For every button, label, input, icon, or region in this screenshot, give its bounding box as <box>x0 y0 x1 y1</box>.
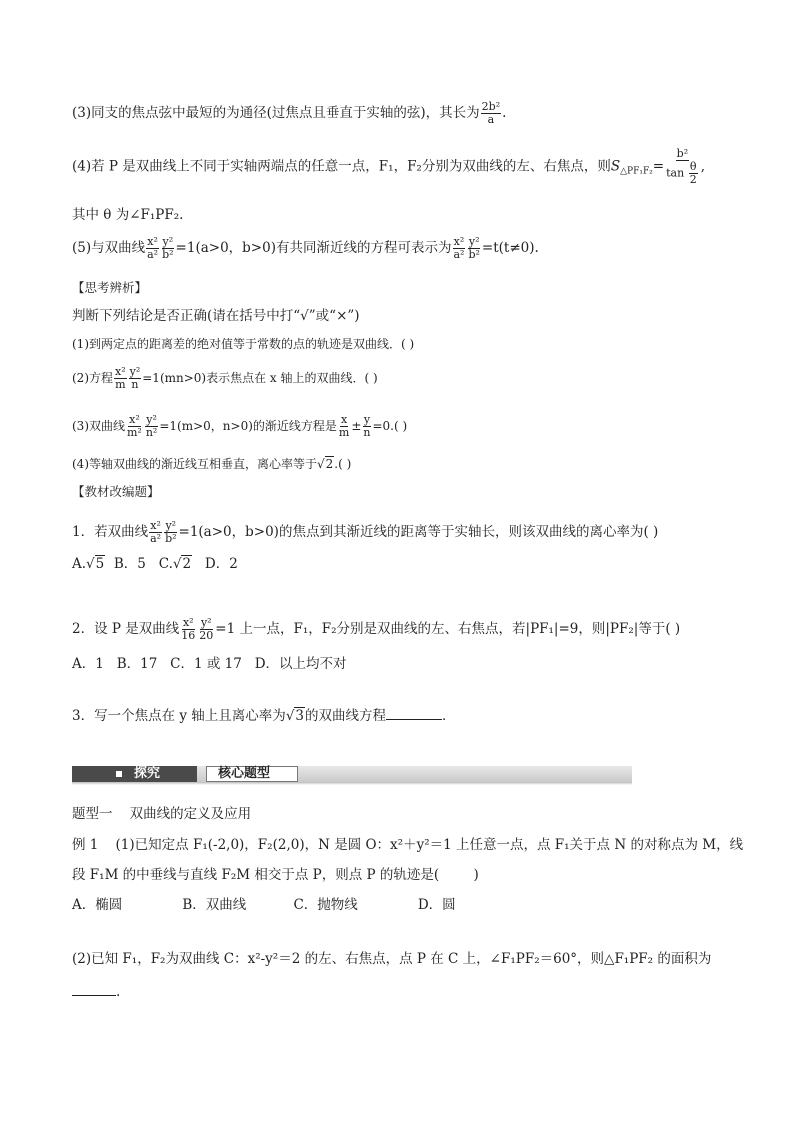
section-title-think: 【思考辨析】 <box>72 280 148 295</box>
example-1-options: A．椭圆 B．双曲线 C．抛物线 D．圆 <box>72 897 456 913</box>
property-4: (4)若 P 是双曲线上不同于实轴两端点的任意一点，F₁，F₂分别为双曲线的左、右焦点，则$S_{\triangle PF_1F_2}=$ b² tan $\frac{\theta}{2}$ , <box>72 147 705 186</box>
type1-title: 题型一 双曲线的定义及应用 <box>72 806 252 822</box>
fraction-x2-a2-e1: $\frac{\text{x²}}{\text{a²}}$ <box>150 519 162 545</box>
fraction-2b2-over-a: $\frac{\text{2b²}}{a}$ <box>481 100 501 126</box>
think-intro: 判断下列结论是否正确(请在括号中打“√”或“×”) <box>72 308 360 324</box>
example-2-line-1: (2)已知 F₁，F₂为双曲线 C：x²-y²＝2 的左、右焦点，点 P 在 C 上，∠F₁PF₂＝60°，则△F₁PF₂ 的面积为 <box>72 951 712 967</box>
sqrt-icon: √ <box>285 708 295 724</box>
fraction-x2-m2: $\frac{\text{x²}}{\text{m²}}$ <box>127 413 142 439</box>
section-banner: 探究 核心题型 <box>72 766 632 782</box>
sqrt-icon: √ <box>86 556 95 572</box>
think-q2: (2)方程 $\frac{\text{x²}}{m}$ $\frac{\text{y²}}{n}$ =1(mn>0)表示焦点在 x 轴上的双曲线．( ) <box>72 365 378 391</box>
fraction-x2-a2: $\frac{\text{x²}}{\text{a²}}$ <box>147 235 159 261</box>
fraction-x2-16: $\frac{\text{x²}}{16}$ <box>181 616 196 642</box>
fraction-y2-n2: $\frac{\text{y²}}{\text{n²}}$ <box>145 413 158 439</box>
property-4-note: 其中 θ 为∠F₁PF₂. <box>72 207 184 223</box>
fraction-x2-a2-b: $\frac{\text{x²}}{\text{a²}}$ <box>453 235 465 261</box>
exercise-2: 2．设 P 是双曲线 $\frac{\text{x²}}{16}$ $\frac{\text{y²}}{20}$ =1 上一点，F₁，F₂分别是双曲线的左、右焦点，若|PF₁|=9，则|PF₂|等于( ) <box>72 616 681 642</box>
exercise-2-options: A．1 B．17 C．1 或 17 D．以上均不对 <box>72 656 347 672</box>
fraction-y2-n: $\frac{\text{y²}}{n}$ <box>129 365 141 391</box>
answer-blank[interactable] <box>386 719 442 720</box>
think-q4: (4)等轴双曲线的渐近线互相垂直，离心率等于√2.( ) <box>72 457 352 471</box>
exercise-1: 1．若双曲线 $\frac{\text{x²}}{\text{a²}}$ $\frac{\text{y²}}{\text{b²}}$ =1(a>0，b>0)的焦点到其渐近线的距离等于实轴长，则该双曲线的离心率为( ) <box>72 519 659 545</box>
fraction-y2-b2: $\frac{\text{y²}}{\text{b²}}$ <box>162 235 174 261</box>
section-title-textbook: 【教材改编题】 <box>72 484 160 499</box>
fraction-y2-b2-e1: $\frac{\text{y²}}{\text{b²}}$ <box>165 519 177 545</box>
sqrt-icon: √ <box>172 556 182 572</box>
property-3: (3)同支的焦点弦中最短的为通径(过焦点且垂直于实轴的弦)，其长为 $\frac{\text{2b²}}{a}$ . <box>72 100 507 126</box>
sqrt-icon: √ <box>317 457 325 471</box>
square-bullet-icon <box>116 771 122 777</box>
fraction-y2-b2-b: $\frac{\text{y²}}{\text{b²}}$ <box>468 235 480 261</box>
example-1-line-2: 段 F₁M 的中垂线与直线 F₂M 相交于点 P，则点 P 的轨迹是( ) <box>72 867 479 883</box>
fraction-y-n: $\frac{y}{n}$ <box>363 413 371 439</box>
fraction-x2-m: $\frac{\text{x²}}{m}$ <box>115 365 126 391</box>
fraction-area-formula: b² tan $\frac{\theta}{2}$ <box>666 147 697 186</box>
fraction-y2-20: $\frac{\text{y²}}{20}$ <box>199 616 214 642</box>
example-1-line-1: 例 1 (1)已知定点 F₁(-2,0)，F₂(2,0)，N 是圆 O：x²＋y²＝1 上任意一点，点 F₁关于点 N 的对称点为 M，线 <box>72 837 744 853</box>
think-q1: (1)到两定点的距离差的绝对值等于常数的点的轨迹是双曲线．( ) <box>72 337 415 351</box>
fraction-x-m: $\frac{x}{m}$ <box>338 413 350 439</box>
example-2-line-2: . <box>72 983 120 1001</box>
fraction-theta-over-2: $\frac{\theta}{2}$ <box>689 160 697 186</box>
answer-blank-2[interactable] <box>72 995 116 996</box>
think-q3: (3)双曲线 $\frac{\text{x²}}{\text{m²}}$ $\frac{\text{y²}}{\text{n²}}$ =1(m>0，n>0)的渐近线方程是 $\frac{x}{m}$ ± $\frac{y}{n}$ =0.( ) <box>72 413 408 439</box>
exercise-1-options: A.√5 B．5 C.√2 D．2 <box>72 556 238 572</box>
exercise-3: 3．写一个焦点在 y 轴上且离心率为√3的双曲线方程 ． <box>72 708 456 724</box>
property-5: (5)与双曲线 $\frac{\text{x²}}{\text{a²}}$ $\frac{\text{y²}}{\text{b²}}$ =1(a>0，b>0)有共同渐近线的方程可表示为 $\frac{\text{x²}}{\text{a²}}$ $\frac{\text{y²}}{\text{b²}}$ =t(t≠0). <box>72 235 539 261</box>
